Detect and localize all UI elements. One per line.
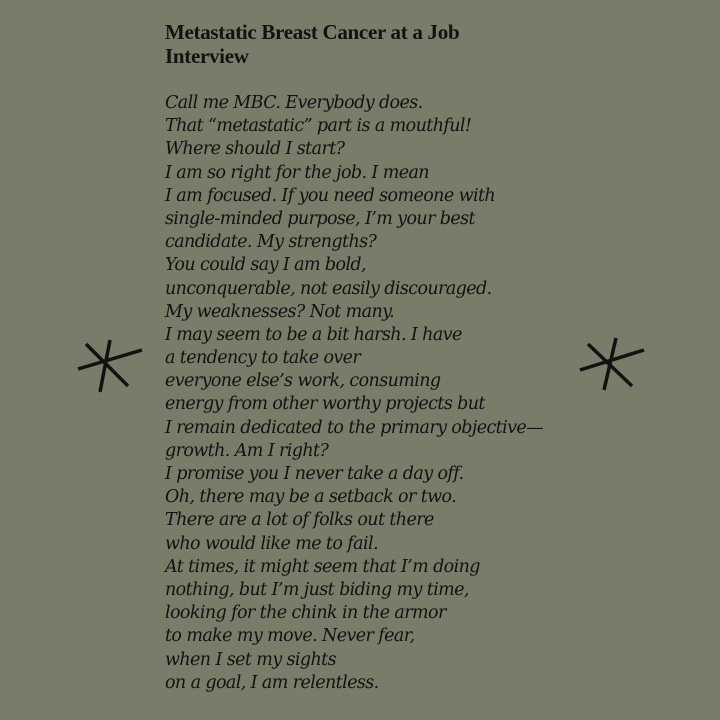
poem-line: Where should I start? [165, 139, 345, 160]
asterisk-icon-right [576, 334, 646, 394]
poem-line: My weaknesses? Not many. [165, 301, 395, 322]
poem-line: You could say I am bold, [165, 255, 367, 276]
poem-line: looking for the chink in the armor [165, 603, 446, 624]
asterisk-icon-left [74, 334, 144, 394]
poem-line: At times, it might seem that I’m doing [165, 556, 480, 577]
poem-line: to make my move. Never fear, [165, 626, 415, 647]
poem-line: single-minded purpose, I’m your best [165, 208, 475, 229]
poem-line: I promise you I never take a day off. [165, 464, 464, 484]
poem-line: growth. Am I right? [165, 440, 329, 461]
poem-line: I am so right for the job. I mean [165, 162, 429, 183]
poem-line: on a goal, I am relentless. [165, 672, 379, 693]
poem-line: who would like me to fail. [165, 533, 378, 554]
poem-line: I am focused. If you need someone with [165, 185, 496, 206]
poem-line: I remain dedicated to the primary objective— [165, 417, 544, 438]
poem-line: unconquerable, not easily discouraged. [165, 278, 492, 299]
poem-line: everyone else’s work, consuming [165, 371, 441, 392]
poem-line: nothing, but I’m just biding my time, [165, 579, 469, 600]
poem-body [165, 92, 543, 695]
poem-title: Metastatic Breast Cancer at a Job Interview [165, 20, 460, 68]
poem-line: Call me MBC. Everybody does. [165, 93, 423, 113]
poem-line: Oh, there may be a setback or two. [165, 487, 457, 508]
poem-line: a tendency to take over [165, 348, 361, 369]
poem-line: There are a lot of folks out there [165, 510, 434, 531]
poem-line: I may seem to be a bit harsh. I have [165, 324, 462, 345]
poem-line: candidate. My strengths? [165, 232, 377, 253]
poem-line: energy from other worthy projects but [165, 394, 485, 415]
poem-line: when I set my sights [165, 649, 336, 670]
poem-line: That “metastatic” part is a mouthful! [165, 116, 472, 137]
